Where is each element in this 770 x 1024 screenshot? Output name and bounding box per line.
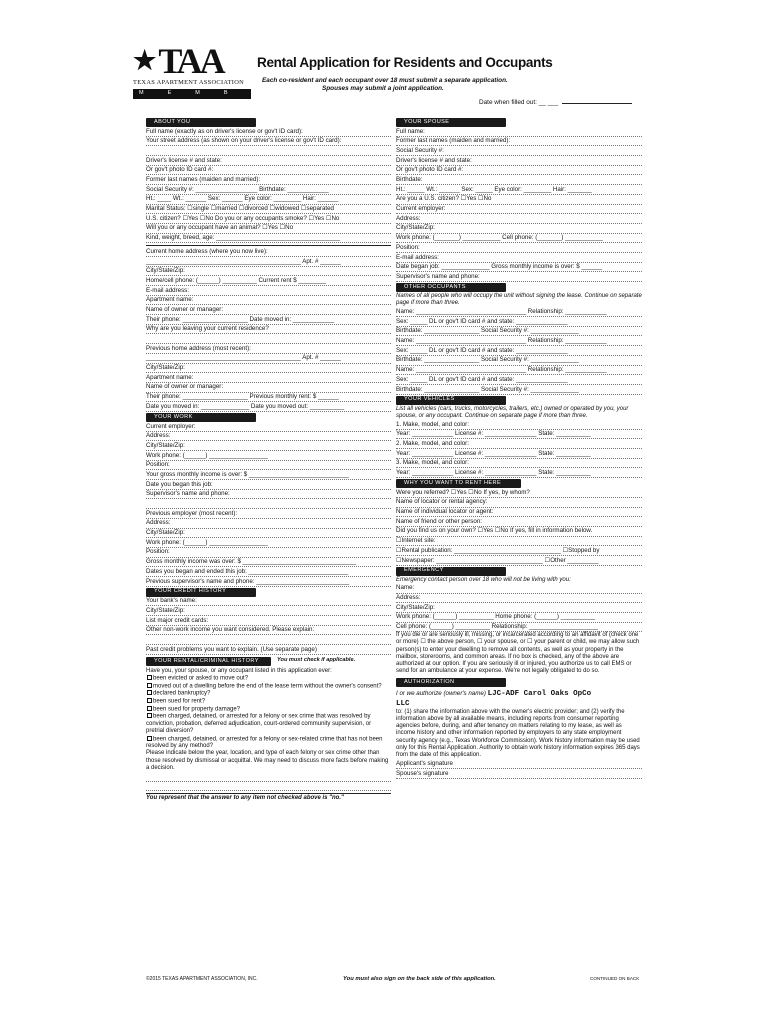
work-field[interactable]: Current employer: — [146, 422, 391, 432]
section-about-you: ABOUT YOU — [146, 118, 256, 127]
vehicles-intro: List all vehicles (cars, trucks, motorcycles, trailers, etc.) owned or operated by you, your spouse, or any occupant. Continue on separate page if more than three. — [396, 405, 629, 419]
work-field[interactable]: Address: — [146, 432, 391, 442]
spouse-field[interactable]: E-mail address: — [396, 253, 642, 263]
occupant-field[interactable]: Sex: _____ DL or gov't ID card # and state: _______________ — [396, 375, 642, 385]
about-rows — [146, 127, 391, 243]
taa-logo — [133, 41, 308, 102]
spouse-field[interactable]: Social Security #: — [396, 146, 642, 156]
occupant-rows — [396, 307, 642, 394]
spouse-field[interactable]: Ht.: _____ Wt.: ______ Sex: _____ Eye color: ________ Hair: _______ — [396, 185, 642, 195]
emergency-field[interactable]: City/State/Zip: — [396, 603, 642, 613]
occupant-field[interactable]: Birthdate: ________________ Social Security #: ______________ — [396, 356, 642, 366]
history-item[interactable] — [146, 736, 391, 751]
section-authorization: AUTHORIZATION — [396, 678, 506, 687]
history-item-label: been sued for property damage? — [153, 706, 241, 713]
occupant-field[interactable]: Name: ________________________________ Relationship: ____________ — [396, 336, 642, 346]
why-rows — [396, 488, 642, 566]
history-intro: Have you, your spouse, or any occupant listed in this application ever: — [146, 667, 332, 674]
history-checkbox[interactable] — [147, 690, 152, 695]
credit-rows — [146, 597, 391, 655]
page-title: Rental Application for Residents and Occupants — [257, 55, 553, 70]
credit-field[interactable]: City/State/Zip: — [146, 606, 391, 616]
signature-rows — [396, 759, 642, 778]
residence-field[interactable]: Their phone: ___________________ Date moved in: ____________ — [146, 315, 391, 325]
residence-field[interactable]: Date you moved in: ______________ Date you moved out: __________ — [146, 402, 391, 412]
history-line[interactable] — [146, 772, 391, 782]
section-why-rent: WHY YOU WANT TO RENT HERE — [396, 479, 521, 488]
occupants-intro: Names of all people who will occupy the unit without signing the lease. Continue on separate page if more than three. — [396, 293, 642, 307]
divider — [146, 245, 391, 246]
history-item-label: moved out of a dwelling before the end of the lease term without the owner's consent? — [153, 683, 382, 690]
about-field[interactable]: Social Security #: __________________ Birthdate: ____________ — [146, 185, 391, 195]
rental-criminal-header — [146, 656, 391, 666]
section-vehicles: YOUR VEHICLES — [396, 396, 506, 405]
vehicle-field[interactable]: Year: ____________ License #: _______________ State: __________ — [396, 449, 642, 459]
residence-field[interactable]: E-mail address: — [146, 286, 391, 296]
about-field[interactable]: Full name (exactly as on driver's license or gov't ID card): — [146, 127, 391, 137]
work-field[interactable]: Work phone: (______) _________________ — [146, 538, 391, 548]
spouse-field[interactable]: Supervisor's name and phone: — [396, 272, 642, 282]
work-field[interactable]: Work phone: (______) _________________ — [146, 451, 391, 461]
work-field[interactable] — [146, 499, 391, 509]
history-item[interactable] — [146, 713, 391, 735]
residence-field[interactable]: Apartment name: — [146, 373, 391, 383]
referral-field[interactable]: Did you find us on your own? ☐Yes ☐No If yes, fill in information below. — [396, 527, 642, 537]
sign-back-note: You must also sign on the back side of this application. — [343, 976, 496, 982]
emergency-intro: Emergency contact person over 18 who will not be living with you: — [396, 576, 571, 583]
history-item-label: declared bankruptcy? — [153, 690, 211, 697]
member-bar: MEMBER — [133, 89, 251, 99]
section-your-work: YOUR WORK — [146, 413, 256, 422]
credit-field[interactable]: Your bank's name: — [146, 597, 391, 607]
residence-field[interactable]: Previous home address (most recent): — [146, 344, 391, 354]
history-checkbox[interactable] — [147, 698, 152, 703]
vehicle-field[interactable]: 2. Make, model, and color: — [396, 439, 642, 449]
work-field[interactable]: Previous employer (most recent): — [146, 509, 391, 519]
history-items — [146, 675, 391, 751]
about-field[interactable]: Marital Status: ☐single ☐married ☐divorced ☐widowed ☐separated — [146, 205, 391, 215]
referral-field[interactable]: ☐Rental publication: _______________________________ ☐Stopped by — [396, 546, 642, 556]
date-filled-line[interactable] — [562, 103, 632, 104]
auth-owner-value-2[interactable]: LLC — [396, 699, 410, 708]
date-filled-label: Date when filled out: __ ___ — [479, 99, 559, 106]
residence-field[interactable]: Name of owner or manager: — [146, 305, 391, 315]
taa-logo-mark — [133, 41, 251, 81]
work-rows — [146, 422, 391, 587]
work-field[interactable]: Supervisor's name and phone: — [146, 490, 391, 500]
history-item[interactable] — [146, 706, 391, 714]
about-field[interactable]: Kind, weight, breed, age: ____________________________________ — [146, 234, 391, 244]
work-field[interactable]: Date you began this job: — [146, 480, 391, 490]
spouse-field[interactable]: Position: — [396, 243, 642, 253]
spouse-field[interactable]: Or gov't photo ID card #: — [396, 166, 642, 176]
auth-paragraph: to: (1) share the information above with the owner's electric provider; and (2) verify the information above by all available means, including reports from consumer reporting agencies before, during, and after tenancy on matters relating to my lease, as well as income history and other information reported by employers to any state employment security agency (e.g., Texas Workforce Commission). Work history information may be used only for this Rental Application. Authority to obtain work history information expires 365 days from the date of this application. — [396, 708, 640, 759]
signature-field[interactable]: Applicant's signature — [396, 759, 642, 769]
emergency-field[interactable]: Address: — [396, 594, 642, 604]
spouse-field[interactable]: Address: — [396, 214, 642, 224]
history-item[interactable] — [146, 698, 391, 706]
about-field[interactable]: Driver's license # and state: — [146, 156, 391, 166]
spouse-field[interactable]: Current employer: — [396, 205, 642, 215]
auth-owner-label: I or we authorize (owner's name) — [396, 690, 486, 698]
work-field[interactable]: Dates you began and ended this job: _____________________________ — [146, 567, 391, 577]
history-checkbox[interactable] — [147, 706, 152, 711]
credit-field[interactable]: Other non-work income you want considered. Please explain: — [146, 626, 391, 636]
vehicle-field[interactable]: 3. Make, model, and color: — [396, 459, 642, 469]
referral-field[interactable]: Name of individual locator or agent: — [396, 508, 642, 518]
occupant-field[interactable]: Name: ________________________________ Relationship: ____________ — [396, 307, 642, 317]
about-field[interactable]: Your street address (as shown on your driver's license or gov't ID card): — [146, 137, 391, 147]
residence-field[interactable]: Apartment name: — [146, 296, 391, 306]
referral-field[interactable]: Name of locator or rental agency: — [396, 498, 642, 508]
work-field[interactable]: City/State/Zip: — [146, 529, 391, 539]
residence-field[interactable]: Their phone: ___________________ Previous monthly rent: $ ______ — [146, 393, 391, 403]
left-column — [146, 117, 391, 803]
about-field[interactable]: Former last names (maiden and married): — [146, 175, 391, 185]
occupant-field[interactable]: Name: ________________________________ Relationship: ____________ — [396, 366, 642, 376]
residence-field[interactable]: Name of owner or manager: — [146, 383, 391, 393]
spouse-field[interactable]: Work phone: (_______) ___________ Cell phone: (_______) ___________ — [396, 234, 642, 244]
referral-field[interactable]: ☐Internet site: — [396, 537, 642, 547]
about-field[interactable]: Will you or any occupant have an animal? ☐Yes ☐No — [146, 224, 391, 234]
history-item[interactable] — [146, 683, 391, 691]
history-item[interactable] — [146, 690, 391, 698]
history-item-label: been sued for rent? — [153, 698, 206, 705]
subtitle-1: Each co-resident and each occupant over 18 must submit a separate application. — [262, 77, 508, 84]
about-field[interactable]: U.S. citizen? ☐Yes ☐No Do you or any occupants smoke? ☐Yes ☐No — [146, 214, 391, 224]
emergency-paragraph: If you die or are seriously ill, missing, or incarcerated according to an affidavit of (check one or more) ☐ the above person, ☐ your spouse, or ☐ your parent or child, we may allow such person(s) to enter your dwelling to remove all contents, as well as your property in the mailbox, storerooms, and common areas. If no box is checked, any of the above are authorized at our option. If you are seriously ill or injured, you authorize us to call EMS or send for an ambulance at your expense. We're not legally obligated to do so. — [396, 632, 640, 675]
vehicle-rows — [396, 420, 642, 478]
subtitle-2: Spouses may submit a joint application. — [322, 85, 444, 92]
right-column — [396, 117, 642, 779]
spouse-field[interactable]: Date began job: ______________ Gross monthly income is over: $ ______ — [396, 263, 642, 273]
history-checkbox[interactable] — [147, 683, 152, 688]
work-field[interactable]: Gross monthly income was over: $ _________________________________ — [146, 558, 391, 568]
spouse-field[interactable]: Birthdate: — [396, 175, 642, 185]
spouse-field[interactable]: Former last names (maiden and married): — [396, 137, 642, 147]
auth-owner-row[interactable] — [396, 689, 642, 699]
work-field[interactable]: Your gross monthly income is over: $ _____________________________ — [146, 470, 391, 480]
credit-field[interactable]: List major credit cards: — [146, 616, 391, 626]
referral-field[interactable]: Name of friend or other person: — [396, 517, 642, 527]
spouse-rows — [396, 127, 642, 282]
copyright: ©2015 TEXAS APARTMENT ASSOCIATION, INC. — [146, 976, 258, 982]
about-field[interactable]: Or gov't photo ID card #: — [146, 166, 391, 176]
referral-field[interactable]: ☐Newspaper: _______________________________ ☐Other _________ — [396, 556, 642, 566]
signature-field[interactable]: Spouse's signature — [396, 769, 642, 779]
occupant-field[interactable]: Sex: _____ DL or gov't ID card # and state: _______________ — [396, 317, 642, 327]
represent-note: You represent that the answer to any item not checked above is "no." — [146, 795, 344, 802]
vehicle-field[interactable]: Year: ____________ License #: _______________ State: __________ — [396, 468, 642, 478]
section-emergency: EMERGENCY — [396, 567, 506, 576]
section-rental-criminal: YOUR RENTAL/CRIMINAL HISTORY — [146, 657, 271, 666]
history-checkbox[interactable] — [147, 736, 152, 741]
work-field[interactable]: Previous supervisor's name and phone: ___________________________ — [146, 577, 391, 587]
current-rows — [146, 247, 391, 412]
history-item-label: been charged, detained, or arrested for a felony or sex-related crime that has not been resolved by any method? — [146, 736, 383, 750]
emergency-field[interactable]: Cell phone: (______) __________ Relationship: ____________________ — [396, 623, 642, 633]
residence-field[interactable]: Why are you leaving your current residence? — [146, 325, 391, 335]
occupant-field[interactable]: Sex: _____ DL or gov't ID card # and state: _______________ — [396, 346, 642, 356]
star-icon: ★ — [133, 46, 157, 75]
about-field[interactable]: Ht.: ____ Wt.: ______ Sex: ______ Eye color: ________ Hair: ______ — [146, 195, 391, 205]
credit-field[interactable]: Past credit problems you want to explain. (Use separate page) — [146, 645, 391, 655]
history-item-label: been evicted or asked to move out? — [153, 675, 249, 682]
residence-field[interactable]: Current home address (where you now live): — [146, 247, 391, 257]
occupant-field[interactable]: Birthdate: ________________ Social Security #: ______________ — [396, 385, 642, 395]
must-check-note: You must check if applicable. — [277, 656, 356, 663]
emergency-field[interactable]: Work phone: (______) __________ Home phone: (______) __________ — [396, 613, 642, 623]
vehicle-field[interactable]: Year: ____________ License #: _______________ State: __________ — [396, 430, 642, 440]
about-field[interactable] — [146, 146, 391, 156]
history-item-label: been charged, detained, or arrested for a felony or sex crime that was resolved by conviction, probation, deferred adjudication, court-ordered community supervision, or pretrial diversion? — [146, 713, 372, 735]
residence-field[interactable]: Home/cell phone: (______) __________ Current rent $ ________ — [146, 276, 391, 286]
spouse-field[interactable]: Full name: — [396, 127, 642, 137]
emergency-field[interactable]: Name: — [396, 584, 642, 594]
work-field[interactable]: Position: — [146, 461, 391, 471]
section-other-occupants: OTHER OCCUPANTS — [396, 283, 506, 292]
divider — [146, 793, 391, 794]
occupant-field[interactable]: Birthdate: ________________ Social Security #: ______________ — [396, 327, 642, 337]
residence-field[interactable]: _____________________________________________ Apt. # ______ — [146, 257, 391, 267]
work-field[interactable]: Address: — [146, 519, 391, 529]
logo-text: TAA — [158, 41, 223, 81]
vehicle-field[interactable]: 1. Make, model, and color: — [396, 420, 642, 430]
association-name: TEXAS APARTMENT ASSOCIATION — [133, 79, 245, 86]
continued-on-back: CONTINUED ON BACK — [590, 976, 640, 981]
history-line[interactable] — [146, 782, 391, 792]
history-checkbox[interactable] — [147, 713, 152, 718]
credit-field[interactable] — [146, 635, 391, 645]
work-field[interactable]: Position: — [146, 548, 391, 558]
residence-field[interactable]: _____________________________________________ Apt. # ______ — [146, 354, 391, 364]
history-note: Please indicate below the year, location, and type of each felony or sex crime other than those resolved by dismissal or acquittal. We may need to discuss more facts before making a decision. — [146, 750, 389, 771]
residence-field[interactable] — [146, 334, 391, 344]
section-your-spouse: YOUR SPOUSE — [396, 118, 506, 127]
spouse-field[interactable]: Driver's license # and state: — [396, 156, 642, 166]
emergency-rows — [396, 584, 642, 632]
date-filled[interactable] — [479, 100, 632, 106]
auth-owner-value[interactable]: LJC-ADF Carol Oaks OpCo — [487, 690, 592, 699]
spouse-field[interactable]: Are you a U.S. citizen? ☐Yes ☐No — [396, 195, 642, 205]
section-credit-history: YOUR CREDIT HISTORY — [146, 588, 256, 597]
work-field[interactable]: City/State/Zip: — [146, 441, 391, 451]
residence-field[interactable]: City/State/Zip: — [146, 364, 391, 374]
referral-field[interactable]: Were you referred? ☐Yes ☐No If yes, by whom? — [396, 488, 642, 498]
spouse-field[interactable]: City/State/Zip: — [396, 224, 642, 234]
auth-owner-row-2[interactable] — [396, 699, 642, 709]
history-checkbox[interactable] — [147, 675, 152, 680]
residence-field[interactable]: City/State/Zip: — [146, 267, 391, 277]
history-item[interactable] — [146, 675, 391, 683]
